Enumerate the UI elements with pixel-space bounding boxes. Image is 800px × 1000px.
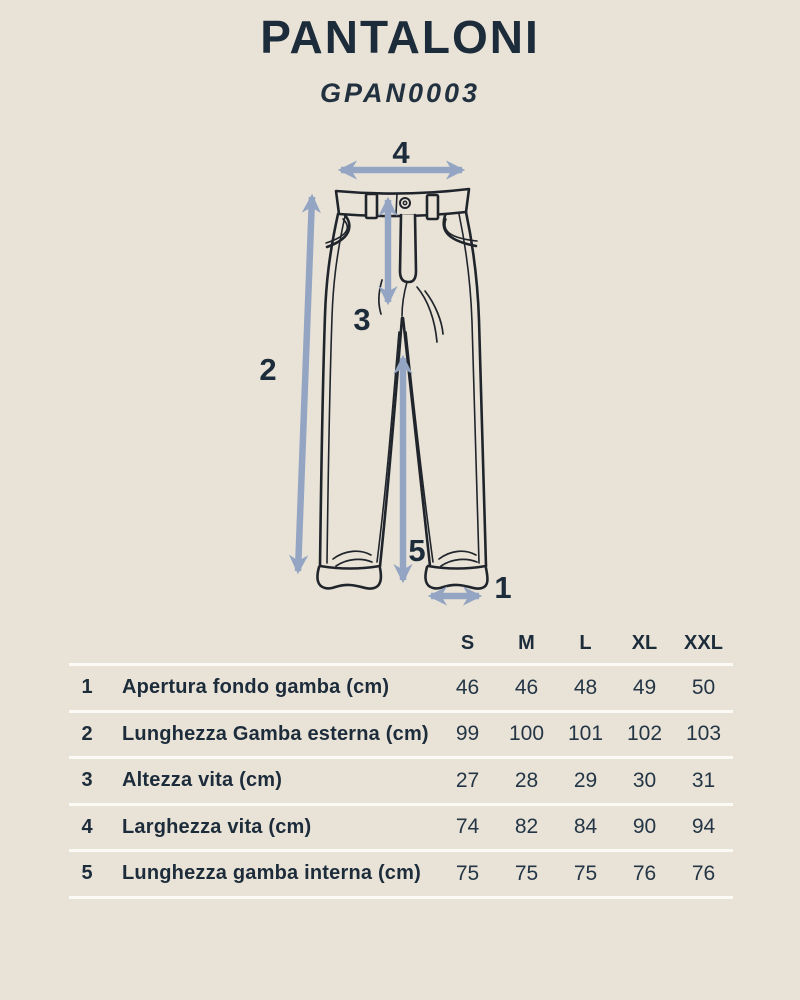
right-belt-loop <box>427 195 438 219</box>
left-pocket-curve <box>327 213 349 247</box>
waist-button <box>400 198 410 208</box>
row-label: Altezza vita (cm) <box>122 769 283 792</box>
right-hem <box>425 567 487 589</box>
row-value-xxl: 94 <box>691 815 716 839</box>
left-leg-inseam-stitch <box>377 332 399 562</box>
size-header-l: L <box>579 632 592 654</box>
right-ankle-wrinkle-1 <box>439 551 476 559</box>
left-leg-inseam <box>380 318 402 566</box>
size-table-header-row <box>69 630 733 663</box>
row-value-m: 100 <box>508 722 545 746</box>
measure-label-1: 1 <box>494 570 512 605</box>
left-ankle-wrinkle-2 <box>336 559 372 566</box>
row-value-l: 48 <box>573 675 598 699</box>
row-value-s: 74 <box>455 815 480 839</box>
row-value-xxl: 103 <box>685 722 722 746</box>
right-leg-inseam-stitch <box>406 332 433 562</box>
right-hem-top <box>428 566 486 569</box>
right-leg-inseam <box>403 318 430 566</box>
measure-arrow-2-outer-leg <box>298 197 312 571</box>
row-value-xxl: 50 <box>691 675 716 699</box>
waistband <box>336 189 469 216</box>
row-value-l: 101 <box>567 722 604 746</box>
product-code: GPAN0003 <box>319 78 481 108</box>
measure-label-4: 4 <box>392 135 410 170</box>
table-row-rise <box>69 756 733 803</box>
right-ankle-wrinkle-2 <box>441 559 477 566</box>
row-value-xl: 49 <box>632 675 657 699</box>
row-value-m: 28 <box>514 768 539 792</box>
row-number: 2 <box>81 722 93 745</box>
size-header-xl: XL <box>631 632 658 654</box>
size-header-m: M <box>518 632 535 654</box>
left-belt-loop <box>366 194 377 218</box>
measure-label-5: 5 <box>408 533 426 568</box>
row-value-l: 84 <box>573 815 598 839</box>
size-table <box>69 630 733 899</box>
size-header-xxl: XXL <box>684 632 723 654</box>
row-number: 3 <box>81 769 93 792</box>
row-value-s: 46 <box>455 675 480 699</box>
row-value-s: 75 <box>455 861 480 885</box>
crotch-wrinkle-1 <box>417 287 437 342</box>
center-front-crease <box>402 282 407 316</box>
row-value-xxl: 31 <box>691 768 716 792</box>
row-label: Lunghezza Gamba esterna (cm) <box>122 722 429 745</box>
row-value-m: 75 <box>514 861 539 885</box>
measure-label-3: 3 <box>353 302 371 337</box>
right-pocket-curve <box>444 213 476 246</box>
table-row-waist-width <box>69 803 733 850</box>
left-hem-top <box>320 566 380 569</box>
right-leg-outer-stitch <box>459 214 479 563</box>
left-hem <box>317 567 380 589</box>
row-label: Apertura fondo gamba (cm) <box>122 676 390 699</box>
row-number: 1 <box>81 676 93 699</box>
row-value-xl: 76 <box>632 861 657 885</box>
left-pocket-stitch <box>326 219 347 243</box>
row-label: Lunghezza gamba interna (cm) <box>122 862 421 885</box>
row-number: 4 <box>81 815 93 838</box>
left-leg-outer-stitch <box>327 216 345 563</box>
pants-sketch <box>317 189 487 589</box>
fly-placket <box>400 215 416 282</box>
row-value-xl: 30 <box>632 768 657 792</box>
left-leg-outer-seam <box>320 214 338 566</box>
table-row-inseam <box>69 849 733 899</box>
row-value-m: 82 <box>514 815 539 839</box>
row-value-xl: 102 <box>626 722 663 746</box>
size-header-s: S <box>460 632 475 654</box>
row-value-xl: 90 <box>632 815 657 839</box>
waistband-center-seam <box>396 194 397 214</box>
measure-label-2: 2 <box>259 352 277 387</box>
row-label: Larghezza vita (cm) <box>122 815 312 838</box>
crotch-wrinkle-2 <box>425 291 443 334</box>
page-title: PANTALONI <box>260 11 540 63</box>
row-value-m: 46 <box>514 675 539 699</box>
row-value-s: 99 <box>455 722 480 746</box>
measurement-arrows <box>298 170 479 596</box>
table-row-leg-opening <box>69 663 733 710</box>
right-leg-outer-seam <box>466 212 486 566</box>
right-pocket-stitch <box>445 219 477 241</box>
waist-button-hole <box>403 201 406 204</box>
crotch-wrinkle-3 <box>379 280 382 314</box>
row-value-l: 29 <box>573 768 598 792</box>
row-value-xxl: 76 <box>691 861 716 885</box>
row-value-l: 75 <box>573 861 598 885</box>
row-number: 5 <box>81 862 93 885</box>
table-row-outer-leg <box>69 710 733 757</box>
row-value-s: 27 <box>455 768 480 792</box>
left-ankle-wrinkle-1 <box>333 551 371 559</box>
